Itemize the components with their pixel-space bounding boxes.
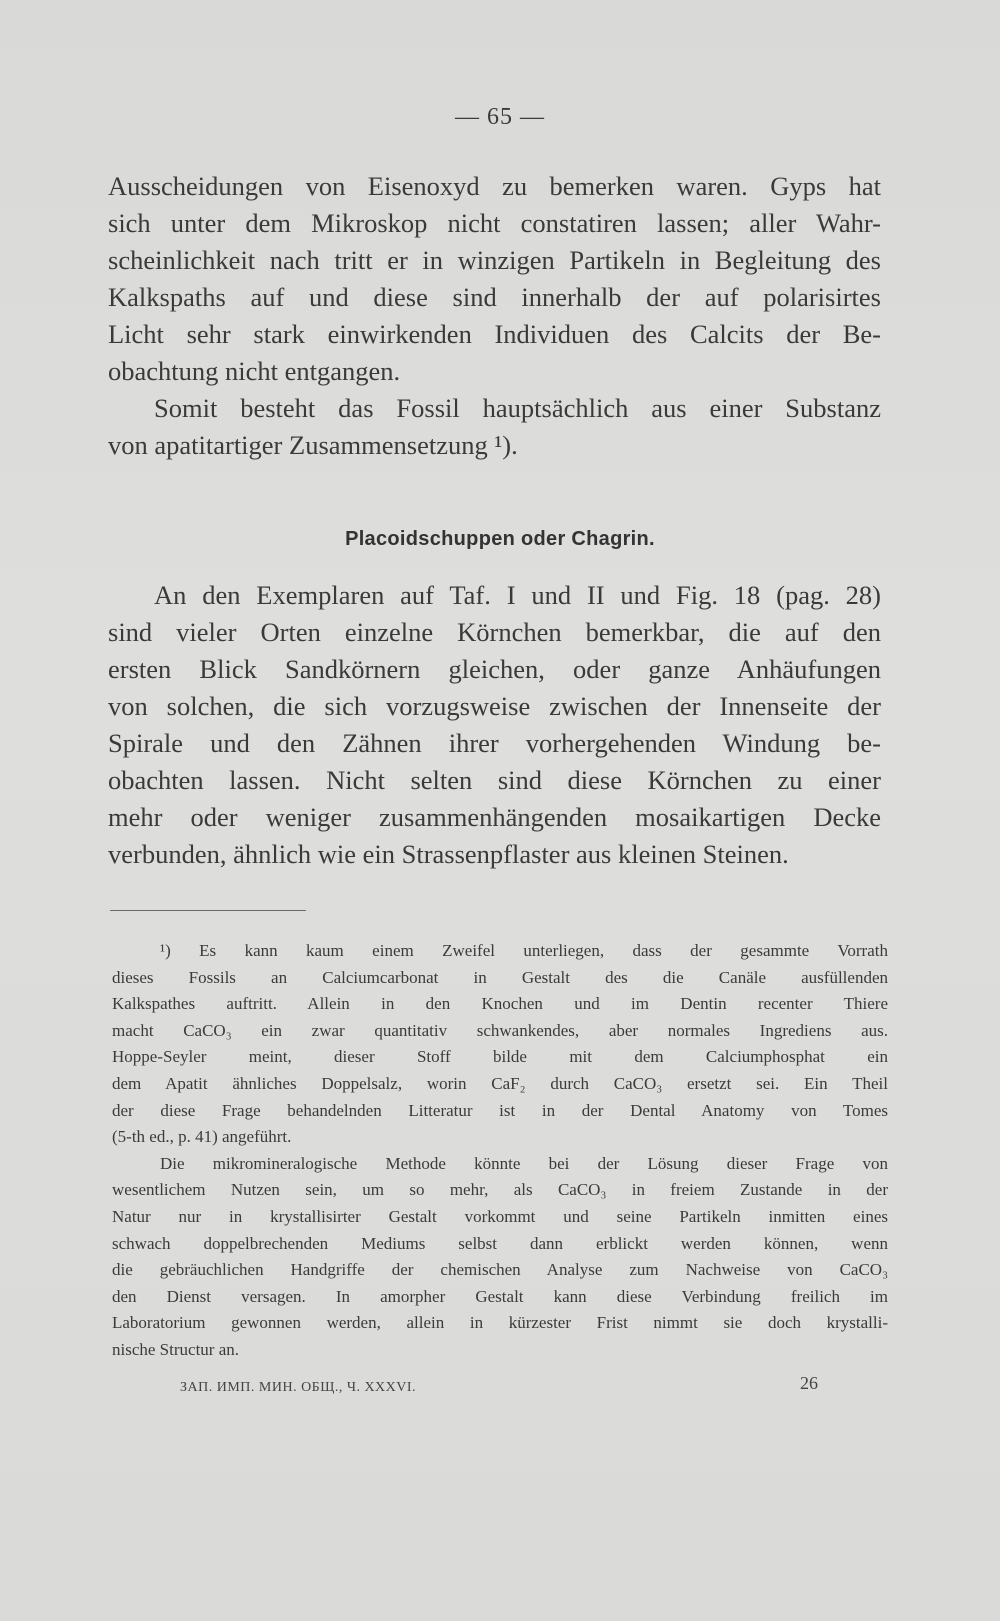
- sheet-number: 26: [800, 1373, 818, 1393]
- text-line: von solchen, die sich vorzugsweise zwischen der Innenseite der: [108, 691, 881, 721]
- text-line: verbunden, ähnlich wie ein Strassenpflaster aus kleinen Steinen.: [108, 839, 789, 869]
- footnote-line: der diese Frage behandelnden Litteratur ist in der Dental Anatomy von Tomes: [112, 1100, 888, 1120]
- text-line: Licht sehr stark einwirkenden Individuen des Calcits der Be-: [108, 319, 881, 349]
- text-line: ersten Blick Sandkörnern gleichen, oder ganze Anhäufungen: [108, 654, 881, 684]
- text-line: mehr oder weniger zusammenhängenden mosaikartigen Decke: [108, 802, 881, 832]
- footnote-line: wesentlichem Nutzen sein, um so mehr, als CaCO₃ in freiem Zustande in der: [112, 1180, 888, 1200]
- printer-signature: ЗАП. ИМП. МИН. ОБЩ., Ч. XXXVI.: [180, 1380, 417, 1395]
- footnote-line: ¹) Es kann kaum einem Zweifel unterliegen, dass der gesammte Vorrath: [160, 941, 888, 960]
- footnote-line: den Dienst versagen. In amorpher Gestalt kann diese Verbindung freilich im: [112, 1286, 888, 1306]
- footnote-line: Kalkspathes auftritt. Allein in den Knochen und im Dentin recenter Thiere: [112, 994, 888, 1014]
- footnote-line: dieses Fossils an Calciumcarbonat in Gestalt des die Canäle ausfüllenden: [112, 967, 888, 987]
- text-line: sich unter dem Mikroskop nicht constatiren lassen; aller Wahr-: [108, 208, 881, 238]
- footnote-line: die gebräuchlichen Handgriffe der chemischen Analyse zum Nachweise von CaCO₃: [112, 1260, 888, 1280]
- footnote-line: schwach doppelbrechenden Mediums selbst dann erblickt werden können, wenn: [112, 1233, 888, 1253]
- section-heading: Placoidschuppen oder Chagrin.: [345, 528, 655, 550]
- body-text-top: [108, 168, 881, 464]
- footnote-line: dem Apatit ähnliches Doppelsalz, worin CaF₂ durch CaCO₃ ersetzt sei. Ein Theil: [112, 1073, 888, 1093]
- text-line: Ausscheidungen von Eisenoxyd zu bemerken waren. Gyps hat: [108, 171, 881, 201]
- text-line: obachtung nicht entgangen.: [108, 356, 401, 386]
- footnote-line: Hoppe-Seyler meint, dieser Stoff bilde mit dem Calciumphosphat ein: [112, 1047, 888, 1067]
- page-number: — 65 —: [455, 104, 545, 130]
- body-text-section: [108, 577, 881, 873]
- footnote-line: nische Structur an.: [112, 1339, 239, 1359]
- footnote-line: Die mikromineralogische Methode könnte bei der Lösung dieser Frage von: [160, 1153, 888, 1173]
- text-line: sind vieler Orten einzelne Körnchen bemerkbar, die auf den: [108, 617, 881, 647]
- footnotes: [112, 938, 888, 1364]
- footnote-line: (5-th ed., p. 41) angeführt.: [112, 1127, 292, 1147]
- footnote-line: macht CaCO₃ ein zwar quantitativ schwankendes, aber normales Ingrediens aus.: [112, 1020, 888, 1040]
- text-line: obachten lassen. Nicht selten sind diese Körnchen zu einer: [108, 765, 881, 795]
- text-line: An den Exemplaren auf Taf. I und II und Fig. 18 (pag. 28): [154, 580, 881, 610]
- footnote-divider: [110, 910, 306, 911]
- footnote-line: Laboratorium gewonnen werden, allein in kürzester Frist nimmt sie doch krystalli-: [112, 1313, 888, 1333]
- text-line: Somit besteht das Fossil hauptsächlich aus einer Substanz: [154, 393, 881, 423]
- text-line: Spirale und den Zähnen ihrer vorhergehenden Windung be-: [108, 728, 881, 758]
- text-line: von apatitartiger Zusammensetzung ¹).: [108, 430, 518, 460]
- text-line: Kalkspaths auf und diese sind innerhalb der auf polarisirtes: [108, 282, 881, 312]
- footnote-line: Natur nur in krystallisirter Gestalt vorkommt und seine Partikeln inmitten eines: [112, 1206, 888, 1226]
- text-line: scheinlichkeit nach tritt er in winzigen Partikeln in Begleitung des: [108, 245, 881, 275]
